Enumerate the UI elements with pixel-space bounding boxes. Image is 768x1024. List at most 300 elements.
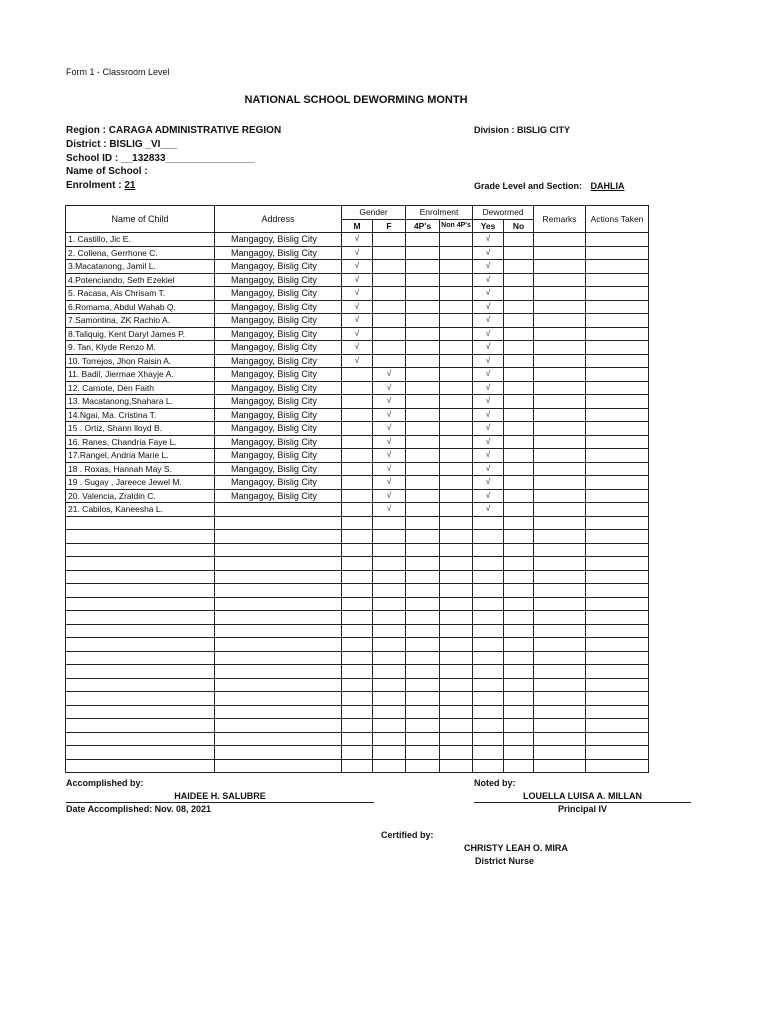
empty-cell: [534, 557, 586, 571]
dewormed-no-cell: [504, 233, 534, 247]
empty-cell: [473, 705, 504, 719]
empty-cell: [504, 692, 534, 706]
table-row: [66, 395, 649, 409]
empty-table-row: [66, 705, 649, 719]
child-name-cell: 19 . Sugay , Jareece Jewel M.: [66, 476, 215, 490]
header-address: Address: [215, 206, 342, 233]
empty-cell: [215, 516, 342, 530]
child-name-cell: 20. Valencia, Zraldin C.: [66, 489, 215, 503]
dewormed-yes-cell: √: [473, 381, 504, 395]
remarks-cell: [534, 422, 586, 436]
empty-cell: [342, 678, 373, 692]
empty-cell: [66, 530, 215, 544]
empty-cell: [534, 584, 586, 598]
table-row: [66, 449, 649, 463]
address-cell: Mangagoy, Bislig City: [215, 354, 342, 368]
remarks-cell: [534, 314, 586, 328]
enrolment-non-4ps-cell: [440, 408, 473, 422]
address-cell: Mangagoy, Bislig City: [215, 233, 342, 247]
enrolment-non-4ps-cell: [440, 260, 473, 274]
empty-cell: [406, 705, 440, 719]
address-cell: Mangagoy, Bislig City: [215, 341, 342, 355]
empty-cell: [342, 543, 373, 557]
enrolment-label: Enrolment :: [66, 180, 122, 191]
table-row: [66, 341, 649, 355]
gender-f-cell: √: [373, 368, 406, 382]
enrolment-4ps-cell: [406, 489, 440, 503]
address-cell: Mangagoy, Bislig City: [215, 476, 342, 490]
gender-f-cell: [373, 300, 406, 314]
empty-cell: [586, 638, 649, 652]
empty-cell: [440, 530, 473, 544]
empty-cell: [473, 651, 504, 665]
enrolment-4ps-cell: [406, 395, 440, 409]
empty-cell: [342, 638, 373, 652]
empty-cell: [66, 759, 215, 773]
gender-f-cell: [373, 260, 406, 274]
child-name-cell: 4.Potenciando, Seth Ezekiel: [66, 273, 215, 287]
enrolment-non-4ps-cell: [440, 341, 473, 355]
header-gender: Gender: [342, 206, 406, 220]
table-row: [66, 260, 649, 274]
enrolment-4ps-cell: [406, 314, 440, 328]
empty-cell: [586, 557, 649, 571]
empty-cell: [406, 638, 440, 652]
empty-cell: [406, 584, 440, 598]
noted-by-name: LOUELLA LUISA A. MILLAN: [523, 791, 642, 801]
gender-m-cell: [342, 422, 373, 436]
empty-table-row: [66, 624, 649, 638]
address-cell: Mangagoy, Bislig City: [215, 246, 342, 260]
address-cell: Mangagoy, Bislig City: [215, 489, 342, 503]
empty-cell: [342, 692, 373, 706]
empty-cell: [215, 597, 342, 611]
empty-cell: [504, 665, 534, 679]
dewormed-no-cell: [504, 435, 534, 449]
address-cell: Mangagoy, Bislig City: [215, 449, 342, 463]
remarks-cell: [534, 300, 586, 314]
table-row: [66, 435, 649, 449]
table-row: [66, 233, 649, 247]
empty-cell: [473, 692, 504, 706]
header-non-4ps: Non 4P's: [440, 219, 473, 233]
dewormed-yes-cell: √: [473, 395, 504, 409]
table-row: [66, 246, 649, 260]
table-row: [66, 368, 649, 382]
address-cell: Mangagoy, Bislig City: [215, 368, 342, 382]
empty-cell: [586, 624, 649, 638]
gender-f-cell: √: [373, 489, 406, 503]
empty-cell: [586, 692, 649, 706]
enrolment-non-4ps-cell: [440, 300, 473, 314]
empty-cell: [373, 557, 406, 571]
gender-f-cell: √: [373, 408, 406, 422]
empty-table-row: [66, 516, 649, 530]
empty-cell: [504, 732, 534, 746]
gender-m-cell: √: [342, 273, 373, 287]
empty-cell: [504, 651, 534, 665]
empty-cell: [586, 570, 649, 584]
actions-taken-cell: [586, 354, 649, 368]
dewormed-no-cell: [504, 422, 534, 436]
actions-taken-cell: [586, 422, 649, 436]
empty-table-row: [66, 584, 649, 598]
child-name-cell: 8.Taliquig, Kent Daryl James P.: [66, 327, 215, 341]
remarks-cell: [534, 449, 586, 463]
empty-cell: [440, 516, 473, 530]
empty-cell: [373, 624, 406, 638]
dewormed-yes-cell: √: [473, 354, 504, 368]
enrolment-4ps-cell: [406, 233, 440, 247]
enrolment-non-4ps-cell: [440, 314, 473, 328]
child-name-cell: 9. Tan, Klyde Renzo M.: [66, 341, 215, 355]
empty-cell: [215, 557, 342, 571]
empty-cell: [215, 611, 342, 625]
remarks-cell: [534, 462, 586, 476]
header-name-of-child: Name of Child: [66, 206, 215, 233]
empty-cell: [504, 557, 534, 571]
gender-m-cell: √: [342, 314, 373, 328]
empty-cell: [473, 530, 504, 544]
empty-cell: [342, 732, 373, 746]
district-field: District : BISLIG _VI___: [66, 139, 178, 150]
empty-cell: [534, 543, 586, 557]
enrolment-4ps-cell: [406, 476, 440, 490]
school-id-value: __132833________________: [121, 153, 255, 164]
remarks-cell: [534, 287, 586, 301]
dewormed-yes-cell: √: [473, 327, 504, 341]
gender-m-cell: [342, 489, 373, 503]
empty-cell: [215, 759, 342, 773]
empty-cell: [473, 597, 504, 611]
enrolment-4ps-cell: [406, 327, 440, 341]
empty-cell: [342, 746, 373, 760]
table-row: [66, 503, 649, 517]
empty-cell: [534, 705, 586, 719]
empty-cell: [534, 570, 586, 584]
gender-f-cell: √: [373, 503, 406, 517]
empty-table-row: [66, 719, 649, 733]
empty-cell: [215, 530, 342, 544]
deworming-table: [65, 205, 649, 773]
empty-cell: [66, 665, 215, 679]
empty-cell: [66, 543, 215, 557]
empty-cell: [504, 611, 534, 625]
address-cell: Mangagoy, Bislig City: [215, 260, 342, 274]
child-name-cell: 16. Ranes, Chandria Faye L.: [66, 435, 215, 449]
dewormed-no-cell: [504, 476, 534, 490]
empty-cell: [473, 678, 504, 692]
empty-cell: [342, 665, 373, 679]
dewormed-yes-cell: √: [473, 233, 504, 247]
empty-cell: [342, 759, 373, 773]
grade-value: DAHLIA: [590, 181, 625, 191]
empty-cell: [66, 611, 215, 625]
address-cell: Mangagoy, Bislig City: [215, 287, 342, 301]
remarks-cell: [534, 354, 586, 368]
gender-m-cell: [342, 462, 373, 476]
dewormed-yes-cell: √: [473, 476, 504, 490]
empty-cell: [406, 611, 440, 625]
empty-table-row: [66, 638, 649, 652]
address-cell: [215, 503, 342, 517]
address-cell: Mangagoy, Bislig City: [215, 408, 342, 422]
empty-cell: [406, 719, 440, 733]
empty-cell: [534, 516, 586, 530]
empty-cell: [440, 746, 473, 760]
gender-m-cell: √: [342, 287, 373, 301]
empty-table-row: [66, 651, 649, 665]
empty-cell: [534, 651, 586, 665]
dewormed-no-cell: [504, 287, 534, 301]
address-cell: Mangagoy, Bislig City: [215, 314, 342, 328]
actions-taken-cell: [586, 435, 649, 449]
empty-cell: [342, 570, 373, 584]
empty-cell: [504, 516, 534, 530]
empty-cell: [215, 705, 342, 719]
empty-cell: [440, 611, 473, 625]
enrolment-4ps-cell: [406, 449, 440, 463]
gender-m-cell: √: [342, 300, 373, 314]
empty-cell: [440, 732, 473, 746]
gender-m-cell: [342, 395, 373, 409]
actions-taken-cell: [586, 503, 649, 517]
empty-cell: [406, 759, 440, 773]
dewormed-yes-cell: √: [473, 246, 504, 260]
dewormed-no-cell: [504, 260, 534, 274]
empty-cell: [373, 678, 406, 692]
enrolment-field: [66, 180, 135, 191]
empty-cell: [215, 732, 342, 746]
actions-taken-cell: [586, 287, 649, 301]
empty-cell: [440, 543, 473, 557]
empty-cell: [440, 570, 473, 584]
empty-cell: [440, 759, 473, 773]
empty-cell: [373, 746, 406, 760]
dewormed-yes-cell: √: [473, 260, 504, 274]
empty-cell: [406, 678, 440, 692]
child-name-cell: 15 . Ortiz, Shann lloyd B.: [66, 422, 215, 436]
empty-cell: [215, 651, 342, 665]
empty-table-row: [66, 570, 649, 584]
empty-cell: [586, 746, 649, 760]
address-cell: Mangagoy, Bislig City: [215, 300, 342, 314]
gender-f-cell: [373, 287, 406, 301]
remarks-cell: [534, 489, 586, 503]
table-row: [66, 354, 649, 368]
empty-cell: [440, 719, 473, 733]
empty-cell: [342, 611, 373, 625]
remarks-cell: [534, 503, 586, 517]
address-cell: Mangagoy, Bislig City: [215, 422, 342, 436]
noted-by-title: Principal IV: [557, 804, 608, 814]
table-row: [66, 476, 649, 490]
gender-m-cell: [342, 449, 373, 463]
dewormed-yes-cell: √: [473, 503, 504, 517]
header-yes: Yes: [473, 219, 504, 233]
empty-cell: [215, 665, 342, 679]
empty-cell: [66, 692, 215, 706]
enrolment-4ps-cell: [406, 503, 440, 517]
enrolment-non-4ps-cell: [440, 246, 473, 260]
empty-cell: [586, 719, 649, 733]
empty-table-row: [66, 611, 649, 625]
empty-cell: [342, 597, 373, 611]
empty-cell: [586, 611, 649, 625]
gender-f-cell: √: [373, 422, 406, 436]
empty-cell: [66, 705, 215, 719]
actions-taken-cell: [586, 395, 649, 409]
table-row: [66, 462, 649, 476]
gender-f-cell: [373, 327, 406, 341]
accomplished-signature-line: [66, 802, 374, 803]
actions-taken-cell: [586, 476, 649, 490]
enrolment-non-4ps-cell: [440, 233, 473, 247]
remarks-cell: [534, 368, 586, 382]
dewormed-no-cell: [504, 408, 534, 422]
empty-cell: [406, 516, 440, 530]
empty-cell: [473, 665, 504, 679]
actions-taken-cell: [586, 462, 649, 476]
accomplished-by-name: HAIDEE H. SALUBRE: [174, 791, 266, 801]
enrolment-non-4ps-cell: [440, 354, 473, 368]
empty-cell: [534, 624, 586, 638]
actions-taken-cell: [586, 273, 649, 287]
gender-f-cell: √: [373, 449, 406, 463]
noted-by-label: Noted by:: [474, 778, 516, 788]
empty-cell: [586, 597, 649, 611]
table-row: [66, 489, 649, 503]
empty-cell: [373, 597, 406, 611]
empty-cell: [473, 557, 504, 571]
dewormed-yes-cell: √: [473, 489, 504, 503]
gender-f-cell: [373, 233, 406, 247]
gender-m-cell: √: [342, 260, 373, 274]
empty-cell: [66, 584, 215, 598]
empty-cell: [504, 638, 534, 652]
empty-cell: [534, 719, 586, 733]
table-row: [66, 381, 649, 395]
empty-cell: [342, 719, 373, 733]
enrolment-non-4ps-cell: [440, 381, 473, 395]
enrolment-4ps-cell: [406, 422, 440, 436]
empty-cell: [406, 732, 440, 746]
empty-cell: [342, 557, 373, 571]
empty-cell: [473, 584, 504, 598]
gender-m-cell: √: [342, 354, 373, 368]
table-row: [66, 422, 649, 436]
enrolment-non-4ps-cell: [440, 368, 473, 382]
actions-taken-cell: [586, 327, 649, 341]
actions-taken-cell: [586, 300, 649, 314]
gender-f-cell: √: [373, 381, 406, 395]
address-cell: Mangagoy, Bislig City: [215, 381, 342, 395]
gender-f-cell: [373, 273, 406, 287]
empty-cell: [473, 543, 504, 557]
empty-cell: [373, 543, 406, 557]
empty-cell: [534, 746, 586, 760]
empty-cell: [586, 584, 649, 598]
accomplished-by-label: Accomplished by:: [66, 778, 144, 788]
empty-cell: [373, 692, 406, 706]
address-cell: Mangagoy, Bislig City: [215, 462, 342, 476]
child-name-cell: 11. Badil, Jiermae Xhayje A.: [66, 368, 215, 382]
empty-cell: [504, 678, 534, 692]
enrolment-4ps-cell: [406, 273, 440, 287]
empty-table-row: [66, 746, 649, 760]
empty-cell: [440, 651, 473, 665]
empty-cell: [504, 584, 534, 598]
header-enrolment: Enrolment: [406, 206, 473, 220]
empty-cell: [473, 719, 504, 733]
empty-cell: [586, 516, 649, 530]
remarks-cell: [534, 395, 586, 409]
dewormed-yes-cell: √: [473, 435, 504, 449]
empty-table-row: [66, 759, 649, 773]
dewormed-no-cell: [504, 246, 534, 260]
gender-f-cell: √: [373, 395, 406, 409]
child-name-cell: 5. Racasa, Ais Chrisam T.: [66, 287, 215, 301]
dewormed-no-cell: [504, 462, 534, 476]
empty-cell: [66, 678, 215, 692]
empty-cell: [534, 597, 586, 611]
gender-m-cell: √: [342, 233, 373, 247]
child-name-cell: 10. Torrejos, Jhon Raisin A.: [66, 354, 215, 368]
child-name-cell: 1. Castillo, Jic E.: [66, 233, 215, 247]
enrolment-4ps-cell: [406, 354, 440, 368]
empty-cell: [504, 543, 534, 557]
certified-by-label: Certified by:: [381, 830, 434, 840]
empty-cell: [373, 638, 406, 652]
enrolment-non-4ps-cell: [440, 476, 473, 490]
empty-cell: [586, 678, 649, 692]
actions-taken-cell: [586, 260, 649, 274]
gender-m-cell: √: [342, 246, 373, 260]
empty-cell: [440, 597, 473, 611]
gender-m-cell: [342, 435, 373, 449]
actions-taken-cell: [586, 246, 649, 260]
empty-cell: [373, 732, 406, 746]
dewormed-yes-cell: √: [473, 408, 504, 422]
enrolment-non-4ps-cell: [440, 435, 473, 449]
remarks-cell: [534, 381, 586, 395]
actions-taken-cell: [586, 381, 649, 395]
enrolment-non-4ps-cell: [440, 273, 473, 287]
empty-cell: [215, 746, 342, 760]
empty-cell: [534, 692, 586, 706]
empty-cell: [373, 705, 406, 719]
empty-cell: [440, 624, 473, 638]
empty-cell: [373, 570, 406, 584]
empty-cell: [473, 611, 504, 625]
empty-table-row: [66, 530, 649, 544]
empty-cell: [66, 638, 215, 652]
actions-taken-cell: [586, 489, 649, 503]
empty-cell: [504, 719, 534, 733]
gender-m-cell: [342, 381, 373, 395]
child-name-cell: 18 . Roxas, Hannah May S.: [66, 462, 215, 476]
empty-cell: [373, 584, 406, 598]
remarks-cell: [534, 435, 586, 449]
enrolment-non-4ps-cell: [440, 462, 473, 476]
empty-cell: [534, 530, 586, 544]
dewormed-yes-cell: √: [473, 341, 504, 355]
empty-cell: [406, 557, 440, 571]
empty-table-row: [66, 543, 649, 557]
gender-m-cell: √: [342, 327, 373, 341]
school-name-field: Name of School :: [66, 166, 148, 177]
dewormed-yes-cell: √: [473, 300, 504, 314]
